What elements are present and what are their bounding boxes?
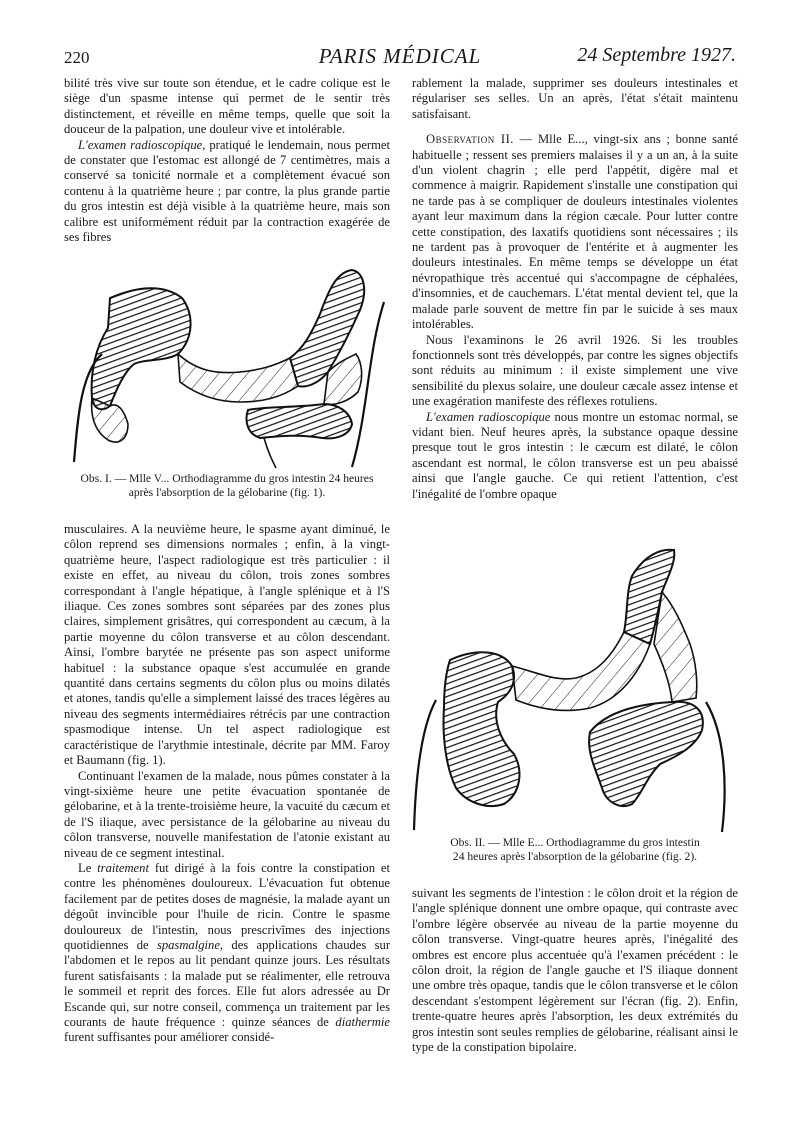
- right-column-bottom: [412, 886, 738, 1055]
- descending-colon-light: [654, 592, 697, 702]
- page-number: 220: [64, 48, 90, 67]
- paragraph: [412, 132, 738, 332]
- hepatic-angle-dense: [92, 288, 191, 409]
- caption-line: Obs. I. — Mlle V... Orthodiagramme du gros intestin 24 heures: [80, 472, 374, 485]
- emphasis: spasmalgine,: [156, 937, 224, 952]
- observation-label: Observation II.: [426, 132, 514, 147]
- sigmoid-dense: [589, 702, 703, 806]
- transverse-colon-light: [178, 354, 298, 402]
- left-column-top: [64, 76, 390, 245]
- emphasis: diathermie: [335, 1015, 390, 1029]
- emphasis: L'examen radioscopique: [426, 409, 551, 424]
- body-outline-left: [414, 700, 436, 830]
- paragraph: Nous l'examinons le 26 avril 1926. Si les troubles fonctionnels sont très développés, par contre les signes objectifs sont réduits au minimum : il existe simplement une vive sensibilité du plexus solaire, une douleur cæcale assez intense et une exagération manifeste des réflexes rotuliens.: [412, 332, 738, 409]
- caption-line: après l'absorption de la gélobarine (fig. 1).: [128, 486, 326, 499]
- sigmoid-dense: [247, 404, 353, 438]
- text-span: furent suffisantes pour améliorer considé-: [64, 1030, 275, 1045]
- emphasis: traitement: [97, 860, 149, 875]
- rectum: [264, 438, 276, 468]
- text-span: pratiqué le lendemain, nous permet de constater que l'estomac est allongé de 7 centimètres, mais a conservé sa tonicité normale et a complètement évacué son contenu à la quatrième heure ; par contre, la plus grande partie du gros intestin est déjà visible à la quatrième heure, mais son calibre est uniformément réduit par la contraction exagérée de ses fibres: [64, 137, 391, 245]
- paragraph: bilité très vive sur toute son étendue, et le cadre colique est le siège d'un spasme intense qui permet de le sentir très distinctement, et réveille en même temps, quelle que soit la douceur de la palpation, une douleur vive et intolérable.: [64, 76, 390, 137]
- text-span: fut dirigé à la fois contre la constipation et contre les phénomènes douloureux. L'évacuation fut obtenue facilement par de petites doses de magnésie, la malade ayant un dégoût invincible pour l'huile de ricin. Contre le spasme douloureux de l'intestin, nous prescrivîmes des injections quotidiennes de: [64, 860, 390, 952]
- paragraph: [64, 138, 390, 246]
- right-column-top: [412, 76, 738, 502]
- figure-1-caption: [64, 472, 390, 500]
- text-span: — Mlle E..., vingt-six ans ; bonne santé habituelle ; ressent ses premiers malaises il y a un an, à la suite d'un violent chagrin ; elle perd l'appétit, digère mal et commence à maigrir. Rapidement s'installe une constipation qui ne tarde pas à se compliquer de douleurs intestinales violentes ayant leur maximum dans la région cæcale. Pour lutter contre cette constipation, des laxatifs quotidiens sont nécessaires ; ils ne tardent pas à provoquer de l'entérite et à augmenter les douleurs intestinales. En même temps se développe un état névropathique très accentué qui s'accompagne de céphalées, d'insomnies, et de cauchemars. L'état mental devient tel, que la malade parle souvent de mettre fin par le suicide à ses maux intolérables.: [412, 132, 738, 332]
- emphasis: L'examen radioscopique,: [78, 137, 206, 152]
- caption-line: 24 heures après l'absorption de la gélobarine (fig. 2).: [452, 850, 698, 863]
- paragraph: [412, 410, 738, 502]
- paragraph: [64, 861, 390, 1046]
- paragraph: suivant les segments de l'intestion : le côlon droit et la région de l'angle splénique donnent une ombre opaque, qui contraste avec l'ombre légère observée au niveau de la partie moyenne du côlon transverse. Vingt-quatre heures après, l'inégalité des ombres est encore plus accentuée qu'à l'examen précédent : le côlon droit, la région de l'angle gauche et l'S iliaque donnent une ombre très opaque, tandis que le côlon transverse et le côlon descendant s'estompent légèrement sur l'écran (fig. 2). Enfin, trente-quatre heures après l'absorption, les deux extrémités du gros intestin sont seules remplies de gélobarine, réalisant ainsi le type de la constipation bipolaire.: [412, 886, 738, 1055]
- caption-line: Obs. II. — Mlle E... Orthodiagramme du gros intestin: [450, 836, 700, 849]
- figure-1-orthodiagram: [68, 262, 388, 472]
- left-column-bottom: [64, 522, 390, 1046]
- text-span: nous montre un estomac normal, se vidant bien. Neuf heures après, la substance opaque dessine presque tout le gros intestin : le cæcum est dilaté, le côlon ascendant est normal, le côlon transverse est un peu abaissé ainsi que l'angle gauche. Ce qui retient l'attention, c'est l'inégalité de l'ombre opaque: [412, 409, 738, 501]
- paragraph: musculaires. A la neuvième heure, le spasme ayant diminué, le côlon reprend ses dimensions normales ; enfin, à la vingt-quatrième heure, l'aspect radiologique est très particulier : il existe en effet, au niveau du côlon, trois zones sombres correspondant à l'angle hépatique, à l'angle splénique et à l'S iliaque. Ces zones sombres sont séparées par des zones plus claires, simplement grisâtres, qui correspondent au cæcum, à la partie moyenne du côlon transverse et au côlon descendant. Ainsi, l'ombre barytée ne présente pas son aspect uniforme habituel : la substance opaque s'est accumulée en grande quantité dans certains segments du côlon plus ou moins dilatés et atones, tandis qu'elle a simplement laissé des traces légères au niveau des segments intermédiaires rétrécis par une contraction spasmodique intense. Un tel aspect radiologique est caractéristique de l'arythmie intestinale, décrite par MM. Faroy et Baumann (fig. 1).: [64, 522, 390, 768]
- text-span: des applications chaudes sur l'abdomen et le repos au lit pendant quinze jours. Les résultats furent satisfaisants : la malade put se réalimenter, elle retrouva le sommeil et reprit des forces. Elle fut alors adressée au Dr Escande qui, sur notre conseil, commença un traitement par les courants de haute fréquence : quinze séances de: [64, 937, 391, 1029]
- transverse-colon-light: [512, 632, 650, 710]
- right-colon-dense: [444, 652, 520, 806]
- text-span: Le: [78, 860, 98, 875]
- body-outline-right: [706, 702, 725, 832]
- paragraph: Continuant l'examen de la malade, nous pûmes constater à la vingt-sixième heure une petite évacuation spontanée de gélobarine, et à la trente-troisième heure, la vacuité du cæcum et de l'S iliaque, avec persistance de la gélobarine au niveau du côlon transverse, nouvelle manifestation de l'atonie existant au niveau de ce segment intestinal.: [64, 768, 390, 860]
- figure-2-caption: [412, 836, 738, 864]
- journal-title: PARIS MÉDICAL: [318, 44, 482, 68]
- issue-date: 24 Septembre 1927.: [577, 44, 736, 66]
- paragraph: rablement la malade, supprimer ses douleurs intestinales et régulariser ses selles. Un an après, l'état s'était maintenu satisfaisant.: [412, 76, 738, 121]
- figure-2-orthodiagram: [406, 532, 746, 832]
